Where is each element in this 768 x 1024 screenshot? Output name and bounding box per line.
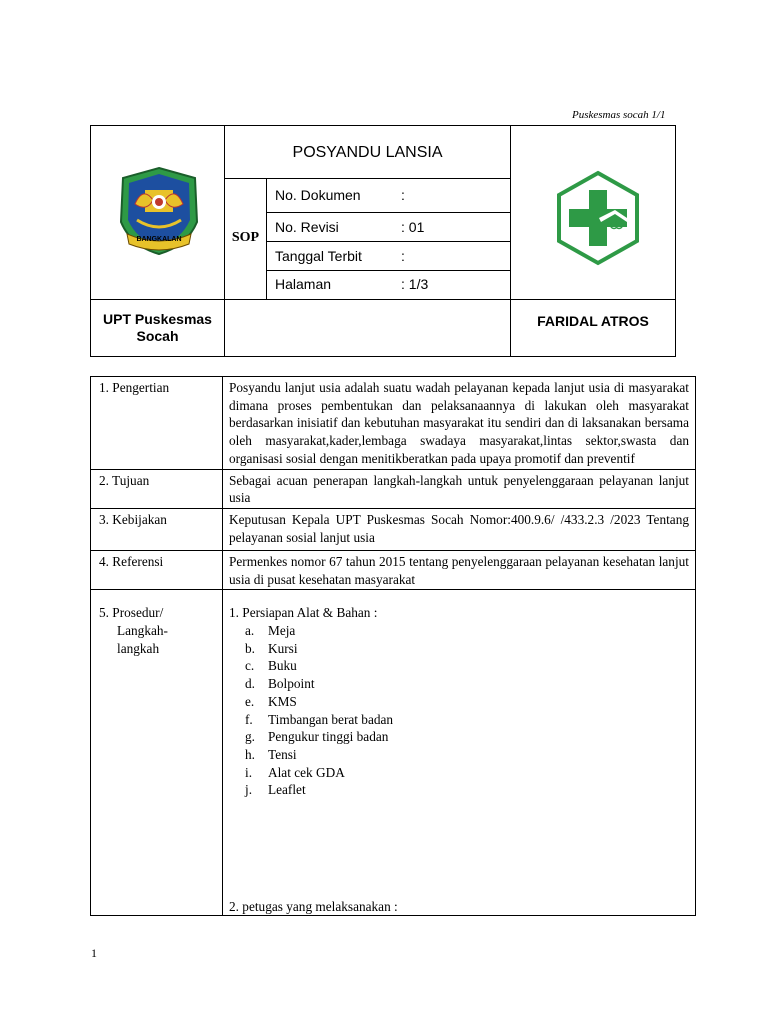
sop-header-table [90, 125, 676, 357]
field-value-no-revisi: : 01 [401, 219, 425, 235]
procedure-label-line-3: langkah [117, 640, 160, 656]
field-label-no-revisi: No. Revisi [275, 219, 339, 235]
section-text: Sebagai acuan penerapan langkah-langkah untuk penyelenggaraan pelayanan lanjut usia [223, 469, 696, 508]
list-item: d. Bolpoint [245, 676, 315, 692]
signer-name: FARIDAL ATROS [537, 313, 649, 329]
section-label [91, 590, 223, 916]
table-row [91, 469, 696, 508]
field-label-no-dokumen: No. Dokumen [275, 187, 361, 203]
equipment-list [229, 622, 689, 799]
section-label: 3. Kebijakan [91, 508, 223, 550]
puskesmas-logo [555, 170, 641, 266]
organization-line-2: Socah [136, 328, 179, 344]
procedure-step-1: 1. Persiapan Alat & Bahan : [229, 605, 378, 621]
document-title: POSYANDU LANSIA [292, 144, 443, 161]
list-item: j. Leaflet [245, 782, 306, 798]
section-label: 4. Referensi [91, 550, 223, 589]
list-item: h. Tensi [245, 746, 297, 762]
section-text: Keputusan Kepala UPT Puskesmas Socah Nomor:400.9.6/ /433.2.3 /2023 Tentang pelayanan sosial lanjut usia [223, 508, 696, 550]
procedure-step-2: 2. petugas yang melaksanakan : [229, 898, 398, 914]
sop-label: SOP [231, 230, 260, 245]
table-row [91, 377, 696, 470]
table-row [91, 508, 696, 550]
section-text: Permenkes nomor 67 tahun 2015 tentang penyelenggaraan pelayanan kesehatan lanjut usia di pusat kesehatan masyarakat [223, 550, 696, 589]
section-label: 2. Tujuan [91, 469, 223, 508]
field-value-no-dokumen: : [401, 187, 405, 203]
field-label-tanggal-terbit: Tanggal Terbit [275, 248, 362, 264]
field-value-halaman: : 1/3 [401, 276, 429, 292]
logo-caption: BANGKALAN [136, 236, 182, 243]
bangkalan-logo [117, 164, 201, 260]
field-value-tanggal-terbit: : [401, 248, 405, 264]
page-number: 1 [91, 946, 97, 960]
list-item: b. Kursi [245, 640, 298, 656]
field-label-halaman: Halaman [275, 276, 332, 292]
list-item: f. Timbangan berat badan [245, 711, 394, 727]
list-item: g. Pengukur tinggi badan [245, 729, 389, 745]
list-item: a. Meja [245, 623, 296, 639]
procedure-label-line-2: Langkah- [117, 623, 168, 639]
page-header-note: Puskesmas socah 1/1 [572, 109, 666, 121]
section-text: Posyandu lanjut usia adalah suatu wadah pelayanan kepada lanjut usia di masyarakat dimana proses pembentukan dan pelaksanaannya di lakukan oleh masyarakat berdasarkan inisiatif dan kebutuhan masyarakat itu sendiri dan di laksanakan bersama oleh masyarakat,kader,lembaga swadaya masyarakat,lintas sektor,swasta dan organisasi sosial dengan menitikberatkan pada upaya promotif dan preventif [223, 377, 696, 470]
procedure-label-line-1: 5. Prosedur/ [99, 605, 164, 621]
organization-name [91, 311, 224, 345]
procedure-content [223, 590, 696, 916]
sop-content-table [90, 376, 696, 916]
list-item: i. Alat cek GDA [245, 764, 345, 780]
list-item: c. Buku [245, 658, 297, 674]
section-label: 1. Pengertian [91, 377, 223, 470]
table-row [91, 590, 696, 916]
table-row [91, 550, 696, 589]
list-item: e. KMS [245, 693, 297, 709]
organization-line-1: UPT Puskesmas [103, 311, 212, 327]
